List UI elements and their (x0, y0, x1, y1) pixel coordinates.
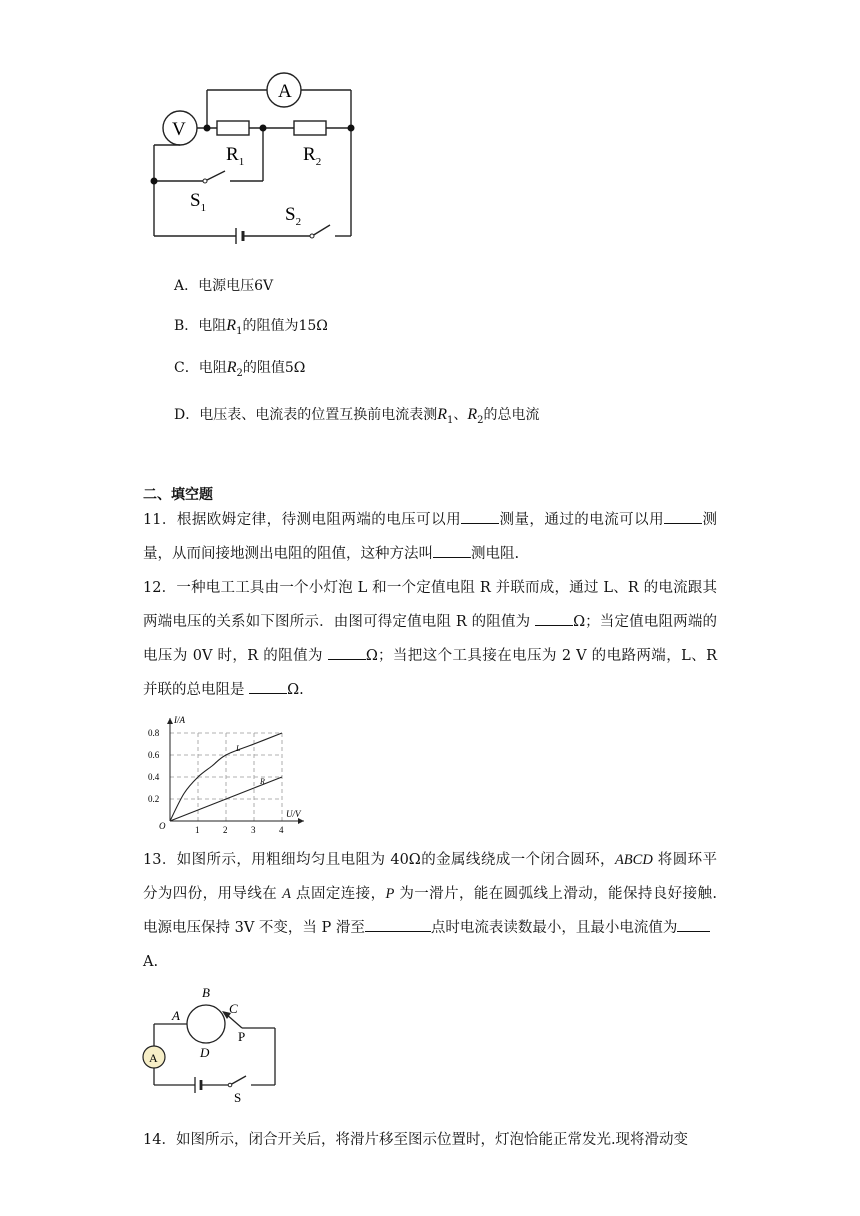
ring-ammeter-label: A (149, 1051, 158, 1065)
q11-blank-2[interactable] (664, 509, 702, 524)
option-d-subscript-2: 2 (477, 414, 484, 426)
option-b-suffix: 的阻值为15Ω (242, 318, 328, 334)
q12-text-4: Ω. (287, 682, 304, 698)
series-l-label: L (236, 744, 241, 753)
y-tick-label: 0.4 (148, 772, 160, 782)
option-b-prefix: B．电阻 (174, 318, 227, 334)
ring-label-a: A (172, 1008, 180, 1023)
q12-text-1: 12．一种电工工具由一个小灯泡 L 和一个定值电阻 R 并联而成，通过 L、R 的电流跟其两端电压的关系如下图所示．由图可得定值电阻 R 的阻值为 (143, 580, 717, 630)
voltmeter-label: V (172, 119, 186, 140)
q12-blank-2[interactable] (328, 645, 366, 660)
y-tick-label: 0.2 (148, 794, 160, 804)
option-c-symbol: R (226, 359, 237, 376)
option-d-symbol-2: R (467, 406, 478, 423)
q12-text-3: Ω；当把这个工具接在电压为 2 V 的电路两端，L、R 并联的总电阻是 (143, 648, 717, 698)
series-r-label: R (260, 777, 265, 786)
q12-blank-3[interactable] (249, 679, 287, 694)
q13-point-p: P (385, 886, 395, 902)
q13-blank-1[interactable] (365, 917, 431, 932)
q13-text-5: 点时电流表读数最小，且最小电流值为 (430, 920, 678, 936)
y-axis-arrow (167, 718, 173, 724)
q13-text-3: 点固定连接， (291, 886, 386, 902)
q13-point-a: A (282, 886, 292, 902)
option-b-subscript: 1 (236, 325, 243, 337)
option-c (174, 358, 305, 384)
q11-text-2: 测量，通过的电流可以用 (499, 512, 665, 528)
option-d-suffix: 的总电流 (483, 407, 540, 423)
s1-label: $S_1$ (190, 190, 207, 214)
ammeter-label: A (278, 81, 292, 102)
question-13 (143, 843, 717, 979)
r2-label: $R_2$ (303, 144, 322, 168)
y-tick-label: 0.8 (148, 728, 160, 738)
option-d-separator: 、 (453, 407, 468, 423)
q11-blank-1[interactable] (461, 509, 499, 524)
ring-label-c: C (229, 1001, 238, 1016)
x-tick-label: 1 (195, 825, 200, 835)
option-d-prefix: D．电压表、电流表的位置互换前电流表测 (174, 407, 438, 423)
ring-circuit-diagram (138, 982, 288, 1102)
origin-label: O (159, 821, 166, 831)
x-tick-label: 2 (223, 825, 228, 835)
section-title: 二、填空题 (143, 487, 213, 503)
question-14 (143, 1123, 717, 1157)
q11-blank-3[interactable] (433, 543, 471, 558)
ring-label-p: P (238, 1029, 246, 1044)
option-d-symbol-1: R (437, 406, 448, 423)
x-axis-label: U/V (286, 809, 301, 819)
q13-abcd: ABCD (614, 852, 653, 868)
option-c-subscript: 2 (236, 367, 243, 379)
question-12 (143, 571, 717, 707)
q13-text-1: 13．如图所示，用粗细均匀且电阻为 40Ω的金属线绕成一个闭合圆环， (143, 852, 615, 868)
option-d-subscript-1: 1 (447, 414, 454, 426)
ring-label-s: S (234, 1090, 242, 1102)
option-a: A．电源电压6V (174, 278, 274, 294)
y-tick-label: 0.6 (148, 750, 160, 760)
q13-text-4: 为一滑片，能在圆弧线上滑动，能保持良好接触. 电源电压保持 3V 不变，当 P 滑至 (143, 886, 717, 936)
option-b-symbol: R (226, 317, 237, 334)
ring-label-d: D (200, 1045, 210, 1060)
circuit-diagram-1 (140, 68, 370, 248)
s2-label: $S_2$ (285, 204, 302, 228)
question-11 (143, 503, 717, 571)
r1-label: $R_1$ (226, 144, 245, 168)
q13-text-6: A. (143, 954, 159, 970)
option-c-suffix: 的阻值5Ω (242, 360, 306, 376)
x-tick-label: 4 (279, 825, 284, 835)
q11-text-3: 测量，从而间接地测出电阻的阻值，这种方法叫 (143, 512, 718, 562)
q14-text: 14．如图所示，闭合开关后，将滑片移至图示位置时，灯泡恰能正常发光.现将滑动变 (143, 1132, 689, 1148)
q13-blank-2[interactable] (677, 917, 710, 932)
option-c-prefix: C．电阻 (174, 360, 227, 376)
ring-label-b: B (202, 985, 210, 1000)
x-tick-label: 3 (251, 825, 256, 835)
y-axis-label: I/A (174, 715, 185, 725)
q13-text-2: 将圆环平分为四份，用导线在 (143, 852, 718, 902)
q12-blank-1[interactable] (535, 611, 573, 626)
option-b (174, 316, 328, 342)
q12-text-2: Ω；当定值电阻两端的电压为 0V 时，R 的阻值为 (143, 614, 717, 664)
q11-text-4: 测电阻. (471, 546, 520, 562)
iu-graph (142, 711, 312, 836)
option-d (174, 405, 540, 431)
q11-text-1: 11．根据欧姆定律，待测电阻两端的电压可以用 (143, 512, 462, 528)
